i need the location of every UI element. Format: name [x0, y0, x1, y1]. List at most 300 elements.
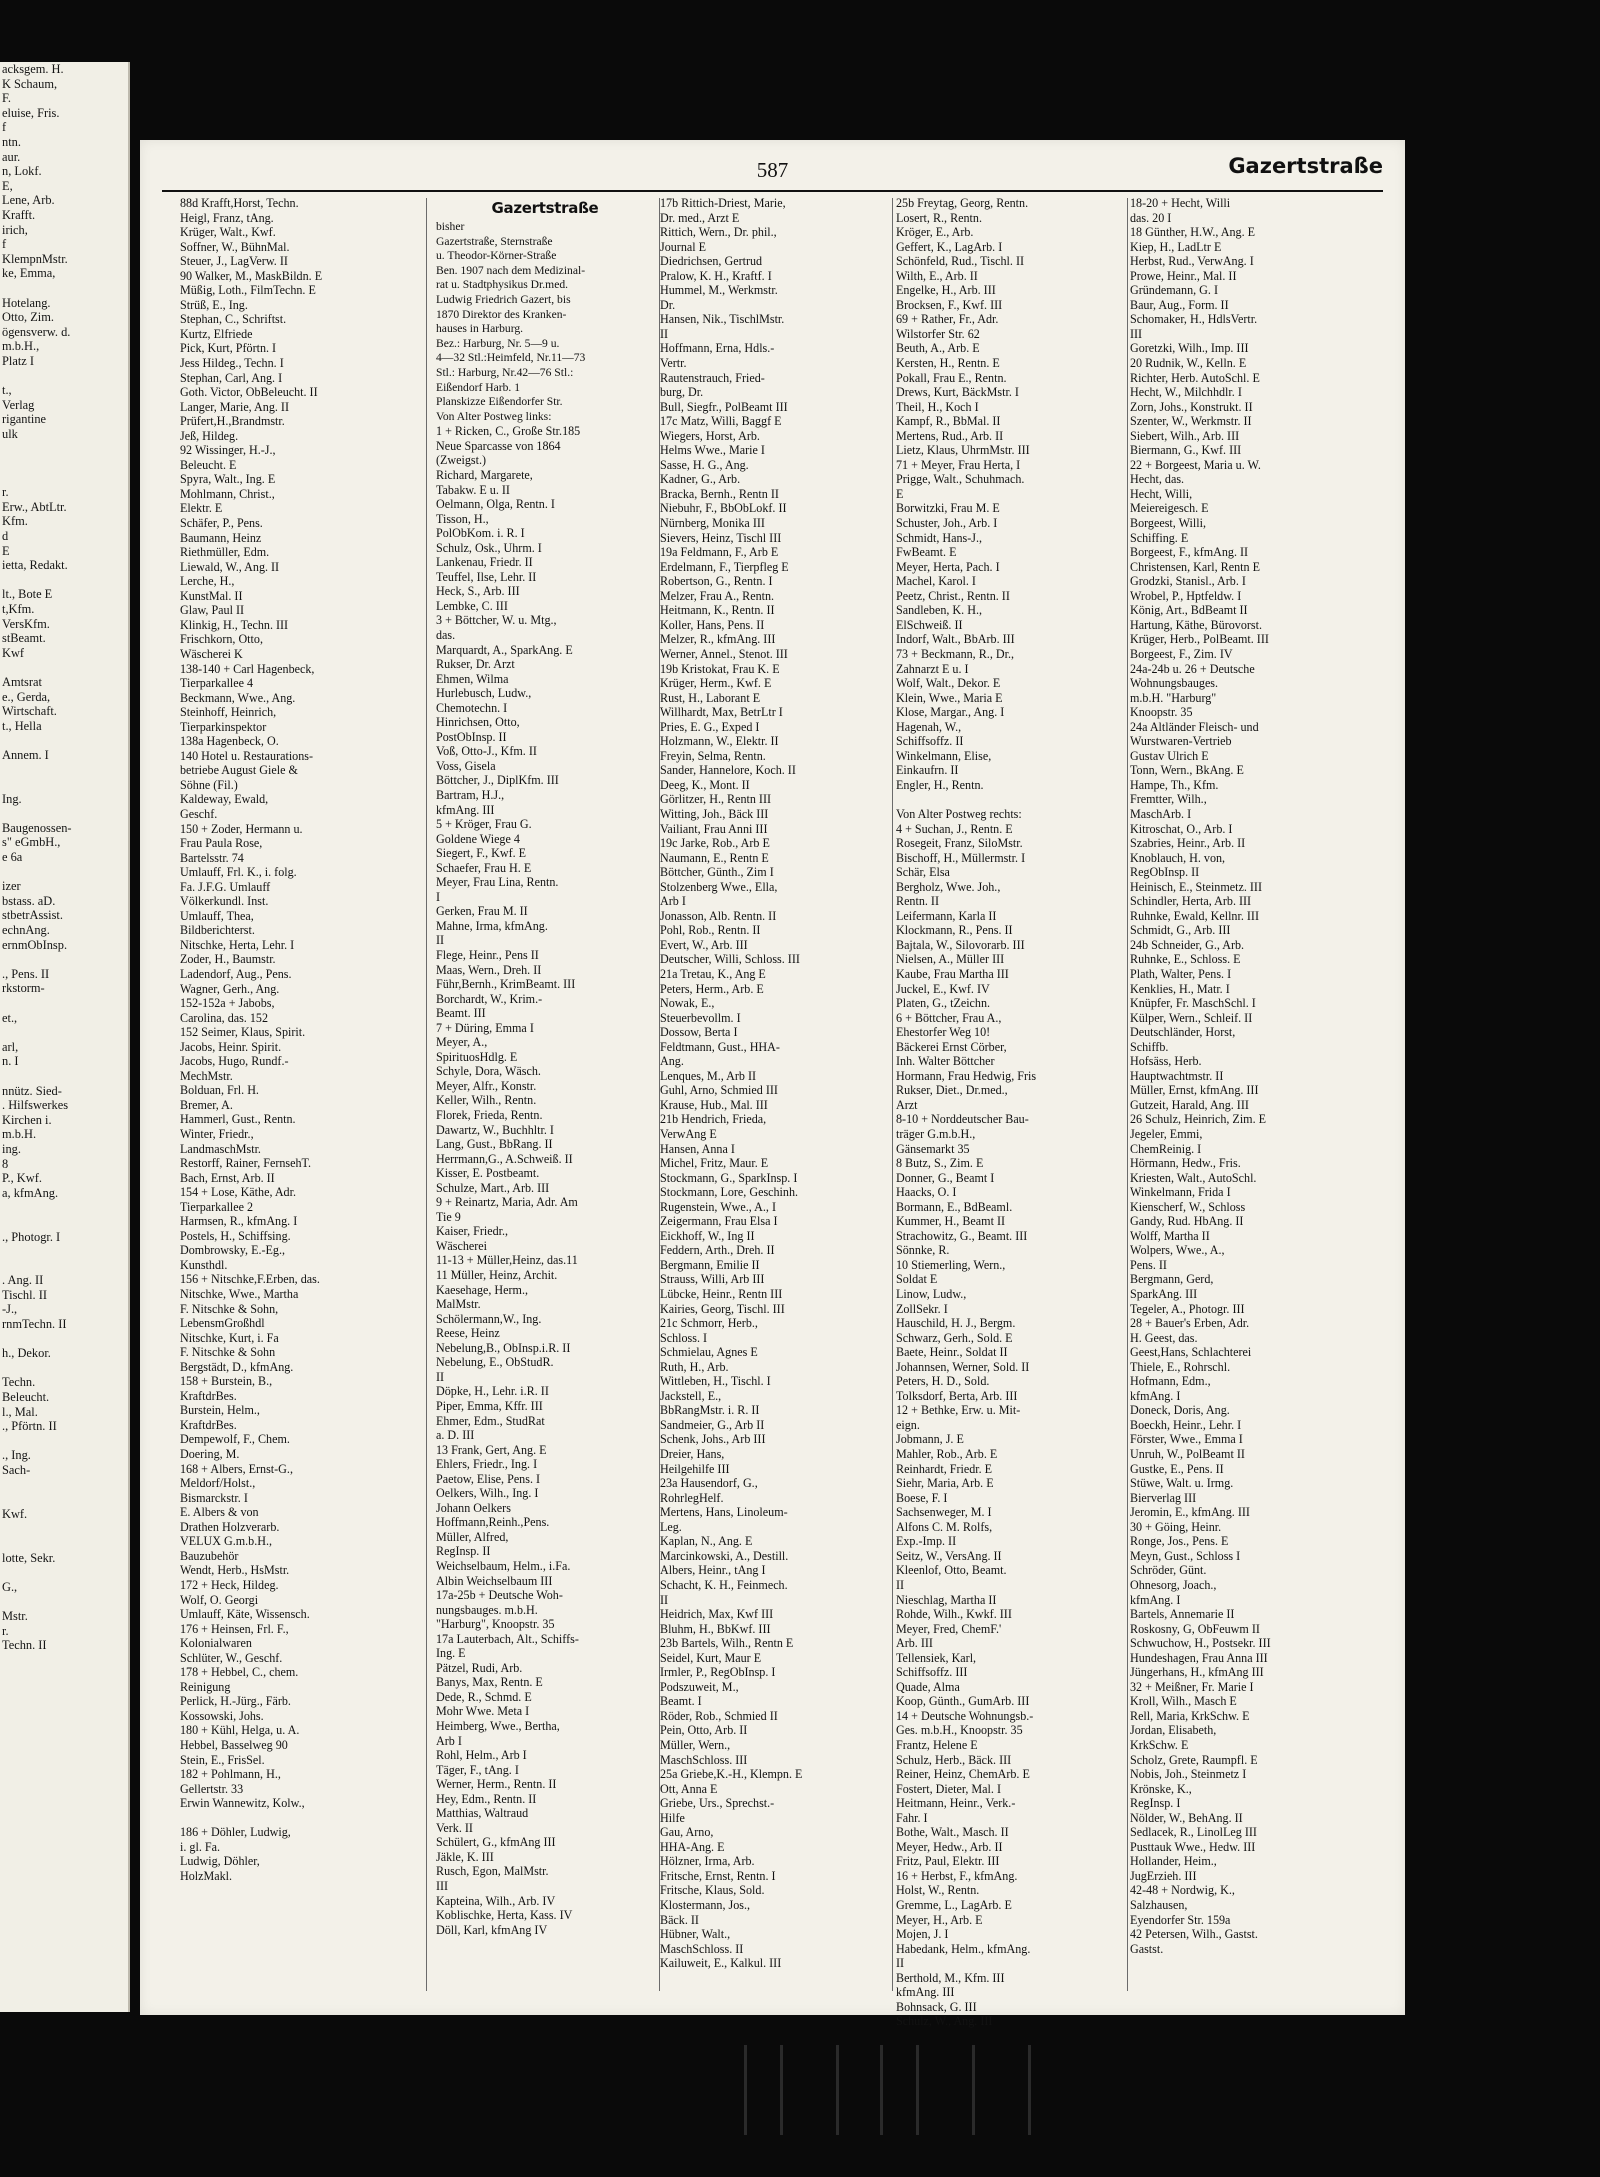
directory-entry: Mohr Wwe. Meta I [436, 1704, 530, 1719]
left-page-lines [0, 62, 128, 1653]
directory-entry: Lietz, Klaus, UhrmMstr. III [896, 443, 1030, 458]
directory-entry: Kailuweit, E., Kalkul. III [660, 1956, 782, 1971]
directory-entry: Ronge, Jos., Pens. E [1130, 1534, 1229, 1549]
directory-entry: 13 Frank, Gert, Ang. E [436, 1442, 547, 1457]
directory-entry: 30 + Göing, Heinr. [1130, 1519, 1222, 1534]
left-page-line: a, kfmAng. [2, 1185, 59, 1200]
directory-entry: Dombrowsky, E.-Eg., [180, 1243, 286, 1258]
directory-entry: Wendt, Herb., HsMstr. [180, 1563, 290, 1578]
left-page-line: Mstr. [2, 1608, 28, 1623]
directory-entry: Rentn. II [896, 894, 939, 909]
directory-entry: Sasse, H. G., Ang. [660, 457, 749, 472]
directory-entry: Steuerbevollm. I [660, 1010, 741, 1025]
directory-entry: König, Art., BdBeamt II [1130, 603, 1248, 618]
directory-entry: Gerken, Frau M. II [436, 904, 528, 919]
directory-entry: Hölzner, Irma, Arb. [660, 1854, 755, 1869]
left-page-line: lt., Bote E [2, 587, 53, 602]
directory-entry: Fa. J.F.G. Umlauff [180, 879, 271, 894]
directory-entry: KraftdrBes. [180, 1388, 237, 1403]
directory-entry: Lang, Gust., BbRang. II [436, 1137, 553, 1152]
left-page-line [0, 806, 128, 821]
directory-entry: Wolff, Martha II [1130, 1228, 1210, 1243]
directory-entry: Jüngerhans, H., kfmAng III [1130, 1665, 1264, 1680]
directory-entry: Roskosny, G, ObFeuwm II [1130, 1621, 1260, 1636]
directory-entry: Bremer, A. [180, 1097, 233, 1112]
directory-entry: Pusttauk Wwe., Hedw. III [1130, 1839, 1256, 1854]
left-page-line: echnAng. [2, 923, 50, 938]
intro-line: Von Alter Postweg links: [436, 409, 552, 423]
directory-entry: Meyer, Frau Lina, Rentn. [436, 875, 559, 890]
left-page-line: VersKfm. [2, 616, 50, 631]
directory-entry: Strauss, Willi, Arb III [660, 1272, 765, 1287]
directory-entry: 28 + Bauer's Erben, Adr. [1130, 1316, 1250, 1331]
directory-entry: Stockmann, G., SparkInsp. I [660, 1170, 798, 1185]
left-page-line: Kfm. [2, 514, 28, 529]
directory-entry: Goth. Victor, ObBeleucht. II [180, 385, 318, 400]
directory-entry: Klose, Margar., Ang. I [896, 705, 1005, 720]
directory-entry: Borwitzki, Frau M. E [896, 501, 1000, 516]
directory-entry: VerwAng E [660, 1127, 717, 1141]
directory-entry: PolObKom. i. R. I [436, 526, 525, 541]
directory-entry: Schuster, Joh., Arb. I [896, 516, 998, 531]
directory-entry: Erdelmann, F., Tierpfleg E [660, 559, 789, 574]
directory-entry: Umlauff, Frl. K., i. folg. [180, 865, 297, 880]
directory-entry: Chemotechn. I [436, 700, 508, 715]
directory-entry: Goldene Wiege 4 [436, 831, 520, 846]
directory-entry: Hecht, Willi, [1130, 486, 1193, 501]
directory-entry: Indorf, Walt., BbArb. III [896, 632, 1015, 647]
directory-entry: Umlauff, Thea, [180, 908, 254, 923]
directory-entry: Bothe, Walt., Masch. II [896, 1825, 1009, 1840]
directory-entry: ZollSekr. I [896, 1301, 948, 1316]
directory-entry: Kriesten, Walt., AutoSchl. [1130, 1170, 1257, 1185]
directory-entry: Schiffing. E [1130, 530, 1189, 545]
left-page-line [0, 1492, 128, 1507]
directory-entry: Werner, Annel., Stenot. III [660, 646, 788, 661]
left-page-line [0, 441, 128, 456]
left-page-line [0, 1069, 128, 1084]
directory-entry: Klein, Wwe., Maria E [896, 690, 1003, 705]
directory-entry: 17b Rittich-Driest, Marie, [660, 196, 786, 210]
directory-entry: Wolf, O. Georgi [180, 1592, 259, 1607]
directory-entry: Jeß, Hildeg. [180, 428, 239, 443]
directory-entry: Feldtmann, Gust., HHA- [660, 1039, 780, 1054]
directory-entry: Gustav Ulrich E [1130, 748, 1209, 763]
directory-entry: Hecht, W., Milchhdlr. I [1130, 385, 1242, 400]
directory-entry: 18 Günther, H.W., Ang. E [1130, 225, 1256, 240]
directory-entry: 42-48 + Nordwig, K., [1130, 1883, 1235, 1898]
left-page-line: Tischl. II [2, 1287, 47, 1302]
left-page-line [0, 1332, 128, 1347]
directory-entry: Heilgehilfe III [660, 1461, 730, 1476]
directory-entry: Jess Hildeg., Techn. I [180, 356, 284, 371]
left-page-line: t,Kfm. [2, 601, 35, 616]
directory-entry: Bergstädt, D., kfmAng. [180, 1359, 294, 1374]
intro-line: Stl.: Harburg, Nr.42—76 Stl.: [436, 365, 574, 379]
directory-entry: ElSchweiß. II [896, 617, 963, 632]
directory-entry: 69 + Rather, Fr., Adr. [896, 312, 999, 327]
directory-entry: Ang. [660, 1054, 684, 1069]
directory-entry: Peters, H. D., Sold. [896, 1374, 990, 1389]
directory-entry: Liewald, W., Ang. II [180, 559, 280, 574]
directory-entry: Hampe, Th., Kfm. [1130, 777, 1219, 792]
directory-entry: Mertens, Hans, Linoleum- [660, 1505, 788, 1520]
directory-entry: Schönfeld, Rud., Tischl. II [896, 254, 1024, 269]
column-1 [180, 196, 408, 2001]
directory-entry: Zorn, Johs., Konstrukt. II [1130, 399, 1253, 414]
directory-entry: Bull, Siegfr., PolBeamt III [660, 399, 788, 414]
directory-entry: Hinrichsen, Otto, [436, 715, 520, 730]
directory-entry: 19b Kristokat, Frau K. E [660, 661, 780, 676]
directory-entry: Schmielau, Agnes E [660, 1345, 758, 1360]
directory-entry: II [436, 933, 445, 948]
page-number: 587 [756, 158, 789, 182]
directory-entry: eign. [896, 1417, 920, 1432]
directory-entry: Rukser, Diet., Dr.med., [896, 1083, 1008, 1098]
directory-entry: Prigge, Walt., Schuhmach. [896, 472, 1025, 487]
directory-entry: Restorff, Rainer, FernsehT. [180, 1156, 312, 1171]
directory-entry: Sandmeier, G., Arb II [660, 1417, 765, 1432]
directory-entry: Klinkig, H., Techn. III [180, 617, 289, 632]
directory-entry: Bergmann, Emilie II [660, 1257, 760, 1272]
left-page-line: Techn. II [2, 1638, 47, 1653]
directory-entry: Söhne (Fil.) [180, 777, 238, 792]
directory-entry: Frantz, Helene E [896, 1737, 978, 1752]
directory-entry: Plath, Walter, Pens. I [1130, 966, 1232, 981]
header-rule [162, 190, 1383, 192]
directory-entry: Schlüter, W., Geschf. [180, 1650, 283, 1665]
directory-entry: Lenques, M., Arb II [660, 1068, 757, 1083]
directory-entry: RegInsp. II [436, 1544, 491, 1559]
directory-entry: 10 Stiemerling, Wern., [896, 1257, 1006, 1272]
directory-entry: Schwarz, Gerh., Sold. E [896, 1330, 1013, 1345]
directory-entry: Tolksdorf, Berta, Arb. III [896, 1388, 1018, 1403]
left-page-line: Verlag [2, 397, 35, 412]
left-page-line [0, 1200, 128, 1215]
directory-entry: Bach, Ernst, Arb. II [180, 1170, 275, 1185]
directory-entry: Pick, Kurt, Pförtn. I [180, 341, 277, 356]
directory-entry: Journal E [660, 239, 707, 254]
column-1-list [180, 196, 408, 1883]
directory-entry: Marcinkowski, A., Destill. [660, 1548, 789, 1563]
left-page-line: Kirchen i. [2, 1112, 52, 1127]
directory-entry: Tierparkallee 2 [180, 1199, 254, 1214]
directory-entry: Hauptwachtmstr. II [1130, 1068, 1224, 1083]
directory-entry: KunstMal. II [180, 588, 243, 603]
directory-entry: 152-152a + Jabobs, [180, 996, 275, 1011]
left-page-line: K Schaum, [2, 76, 58, 91]
directory-entry: Wilstorfer Str. 62 [896, 326, 980, 341]
directory-entry: Maas, Wern., Dreh. II [436, 962, 542, 977]
directory-entry: LandmaschMstr. [180, 1141, 261, 1156]
directory-entry: Hofmann, Edm., [1130, 1374, 1211, 1389]
directory-entry: 92 Wissinger, H.-J., [180, 443, 276, 458]
directory-entry: i. gl. Fa. [180, 1839, 220, 1854]
directory-entry: Griebe, Urs., Sprechst.- [660, 1796, 775, 1811]
left-page-line: r. [2, 1623, 9, 1638]
directory-entry: Pätzel, Rudi, Arb. [436, 1660, 523, 1675]
left-page-line: ietta, Redakt. [2, 558, 68, 573]
directory-entry: 3 + Böttcher, W. u. Mtg., [436, 613, 557, 628]
directory-entry: Rohl, Helm., Arb I [436, 1748, 527, 1763]
left-page-line: stbetrAssist. [2, 908, 63, 923]
directory-entry: Matthias, Waltraud [436, 1806, 529, 1821]
directory-entry: m.b.H. "Harburg" [1130, 690, 1217, 705]
directory-entry: Gremme, L., LagArb. E [896, 1897, 1012, 1912]
left-page-line [0, 865, 128, 880]
directory-entry: Stockmann, Lore, Geschinh. [660, 1185, 799, 1200]
directory-entry: Hauschild, H. J., Bergm. [896, 1316, 1016, 1331]
directory-entry: kfmAng. III [896, 1985, 955, 2000]
directory-entry: Bäck. II [660, 1912, 699, 1927]
directory-entry: Dede, R., Schmd. E [436, 1689, 532, 1704]
directory-entry: Drews, Kurt, BäckMstr. I [896, 385, 1019, 400]
left-page-line: e., Gerda, [2, 689, 51, 704]
directory-entry: Kaiser, Friedr., [436, 1224, 509, 1239]
directory-entry: Mohlmann, Christ., [180, 486, 275, 501]
left-page-line: KlempnMstr. [2, 251, 68, 266]
directory-entry: Scholz, Grete, Raumpfl. E [1130, 1752, 1258, 1767]
left-page-line: . Hilfswerkes [2, 1098, 69, 1113]
directory-entry: das. 20 I [1130, 210, 1172, 225]
directory-entry: Stephan, C., Schriftst. [180, 312, 287, 327]
directory-entry: Hormann, Frau Hedwig, Fris [896, 1068, 1037, 1083]
directory-entry: Borgeest, F., Zim. IV [1130, 646, 1233, 661]
directory-entry: Florek, Frieda, Rentn. [436, 1108, 543, 1123]
left-page-line: Amtsrat [2, 674, 42, 689]
directory-entry: 8 Butz, S., Zim. E [896, 1156, 984, 1171]
directory-entry: Hagenah, W., [896, 719, 962, 734]
directory-entry: Paetow, Elise, Pens. I [436, 1471, 541, 1486]
left-page-line [0, 471, 128, 486]
directory-entry: Hoffmann, Erna, Hdls.- [660, 341, 775, 356]
left-page-line [0, 1478, 128, 1493]
directory-entry: Hundeshagen, Frau Anna III [1130, 1650, 1268, 1665]
directory-entry: Exp.-Imp. II [896, 1534, 957, 1549]
directory-entry: Platen, G., tZeichn. [896, 996, 991, 1011]
directory-entry: Ges. m.b.H., Knoopstr. 35 [896, 1723, 1023, 1738]
directory-entry: Hansen, Anna I [660, 1141, 735, 1156]
directory-entry: Meyer, Herta, Pach. I [896, 559, 1000, 574]
directory-entry: FwBeamt. E [896, 545, 957, 560]
directory-entry: Meyn, Gust., Schloss I [1130, 1548, 1241, 1563]
directory-entry: Holst, W., Rentn. [896, 1883, 980, 1898]
directory-entry: Stüwe, Walt. u. Irmg. [1130, 1476, 1234, 1491]
directory-entry: Heinisch, E., Steinmetz. III [1130, 879, 1262, 894]
left-page-line: t., Hella [2, 718, 42, 733]
left-page-line [0, 952, 128, 967]
directory-entry: Rukser, Dr. Arzt [436, 657, 515, 672]
directory-entry: 26 Schulz, Heinrich, Zim. E [1130, 1112, 1267, 1127]
directory-entry: 32 + Meißner, Fr. Marie I [1130, 1679, 1254, 1694]
directory-entry: Geest,Hans, Schlachterei [1130, 1345, 1252, 1360]
directory-entry: Bergholz, Wwe. Joh., [896, 879, 1001, 894]
directory-entry: Deutschländer, Horst, [1130, 1025, 1236, 1040]
intro-line: 4—32 Stl.:Heimfeld, Nr.11—73 [436, 351, 586, 365]
directory-entry: Doneck, Doris, Ang. [1130, 1403, 1230, 1418]
directory-entry: 73 + Beckmann, R., Dr., [896, 646, 1015, 661]
directory-entry: II [436, 1369, 445, 1384]
left-page-line [0, 660, 128, 675]
directory-entry: Boeckh, Heinr., Lehr. I [1130, 1417, 1242, 1432]
directory-entry: Tonn, Wern., BkAng. E [1130, 763, 1244, 778]
left-page-line [0, 1434, 128, 1449]
directory-entry: III [436, 1879, 449, 1893]
directory-entry: Berthold, M., Kfm. III [896, 1970, 1005, 1985]
directory-entry: Albers, Heinr., tAng I [660, 1563, 766, 1578]
directory-entry: HolzMakl. [180, 1868, 233, 1883]
left-page-line: nnütz. Sied- [2, 1083, 62, 1098]
directory-entry: Beleucht. E [180, 457, 237, 472]
directory-entry: Oelmann, Olga, Rentn. I [436, 497, 555, 512]
directory-entry: Unruh, W., PolBeamt II [1130, 1447, 1245, 1462]
left-page-fragment [0, 62, 130, 2012]
directory-entry: 17c Matz, Willi, Baggf E [660, 414, 782, 429]
directory-entry: Hummel, M., Werkmstr. [660, 283, 778, 298]
left-page-line: h., Dekor. [2, 1346, 51, 1361]
directory-entry: Juckel, E., Kwf. IV [896, 981, 990, 996]
directory-entry: Zahnarzt E u. I [896, 661, 969, 676]
directory-entry: Nebelung,B., ObInsp.i.R. II [436, 1340, 571, 1355]
left-page-line: n. I [2, 1054, 19, 1069]
directory-entry: Ruhnke, Ewald, Kellnr. III [1130, 908, 1259, 923]
column-2 [436, 196, 654, 2001]
directory-entry: Schiffsoffz. II [896, 734, 964, 749]
directory-entry: Reinigung [180, 1679, 231, 1694]
intro-line: 1870 Direktor des Kranken- [436, 307, 567, 321]
directory-entry: Gänsemarkt 35 [896, 1141, 970, 1156]
directory-entry: Michel, Fritz, Maur. E [660, 1156, 769, 1171]
directory-entry: Arb. III [896, 1636, 933, 1651]
intro-line: u. Theodor-Körner-Straße [436, 249, 557, 263]
directory-entry: 12 + Bethke, Erw. u. Mit- [896, 1403, 1021, 1418]
directory-entry: Kaube, Frau Martha III [896, 966, 1009, 981]
directory-entry: Klostermann, Jos., [660, 1897, 751, 1912]
directory-entry: Perlick, H.-Jürg., Färb. [180, 1694, 291, 1709]
directory-entry: Külper, Wern., Schleif. II [1130, 1010, 1253, 1025]
directory-entry: Niebuhr, F., BbObLokf. II [660, 501, 787, 516]
left-page-line: et., [2, 1010, 18, 1025]
directory-entry: Peters, Herm., Arb. E [660, 981, 764, 996]
directory-entry: Gutzeit, Harald, Ang. III [1130, 1097, 1249, 1112]
directory-entry: Prowe, Heinr., Mal. II [1130, 268, 1237, 283]
directory-entry: 152 Seimer, Klaus, Spirit. [180, 1025, 306, 1040]
directory-entry: Kienscherf, W., Schloss [1130, 1199, 1246, 1214]
directory-entry: Glaw, Paul II [180, 603, 245, 618]
directory-entry: Schär, Elsa [896, 865, 950, 880]
directory-entry: Carolina, das. 152 [180, 1010, 268, 1025]
directory-entry: II [660, 326, 669, 341]
directory-entry: Heitmann, K., Rentn. II [660, 603, 775, 618]
intro-line: Gazertstraße, Sternstraße [436, 234, 553, 248]
directory-entry: 19a Feldmann, F., Arb E [660, 545, 779, 560]
directory-entry: Baete, Heinr., Soldat II [896, 1345, 1008, 1360]
directory-entry: Lübcke, Heinr., Rentn III [660, 1287, 783, 1302]
directory-entry: Pokall, Frau E., Rentn. [896, 370, 1007, 385]
directory-entry: Meiereigesch. E [1130, 501, 1209, 516]
directory-entry: Bormann, E., BdBeaml. [896, 1199, 1013, 1214]
directory-entry: Banys, Max, Rentn. E [436, 1675, 543, 1690]
directory-entry: Hofsäss, Herb. [1130, 1054, 1202, 1069]
directory-entry: Gandy, Rud. HbAng. II [1130, 1214, 1244, 1229]
directory-entry: ChemReinig. I [1130, 1141, 1202, 1156]
directory-entry: Wrobel, P., Hptfeldw. I [1130, 588, 1242, 603]
directory-entry: Beamt. III [436, 1006, 486, 1021]
left-page-line: G., [2, 1579, 18, 1594]
directory-entry: Borchardt, W., Krim.- [436, 991, 543, 1006]
directory-entry: Borgeest, F., kfmAng. II [1130, 545, 1249, 560]
directory-entry: Bismarckstr. I [180, 1490, 248, 1505]
directory-entry: Schölermann,W., Ing. [436, 1311, 542, 1326]
left-page-line: Kwf. [2, 1506, 28, 1521]
directory-entry: Biermann, G., Kwf. III [1130, 443, 1242, 458]
directory-entry: Bolduan, Frl. H. [180, 1083, 259, 1098]
directory-entry: Mahne, Irma, kfmAng. [436, 918, 548, 933]
directory-entry: Kapteina, Wilh., Arb. IV [436, 1893, 556, 1908]
left-page-line: ., Pens. II [2, 966, 50, 981]
directory-entry: E [896, 486, 904, 501]
directory-entry: Heigl, Franz, tAng. [180, 210, 274, 225]
directory-entry: Tisson, H., [436, 511, 489, 526]
directory-entry: Theil, H., Koch I [896, 399, 979, 414]
directory-entry: Koblischke, Herta, Kass. IV [436, 1908, 573, 1923]
directory-entry: Jacobs, Hugo, Rundf.- [180, 1054, 289, 1069]
left-page-line [0, 573, 128, 588]
directory-entry: Hurlebusch, Ludw., [436, 686, 532, 701]
left-page-line [0, 1361, 128, 1376]
directory-entry: Neue Sparcasse von 1864 [436, 438, 561, 453]
directory-entry: Oelkers, Wilh., Ing. I [436, 1486, 539, 1501]
directory-entry: Heidrich, Max, Kwf III [660, 1607, 774, 1622]
directory-entry: Kröger, E., Arb. [896, 225, 974, 240]
directory-entry: Frau Paula Rose, [180, 836, 263, 851]
left-page-line [0, 1536, 128, 1551]
directory-entry: Machel, Karol. I [896, 574, 976, 589]
directory-entry: Kiep, H., LadLtr E [1130, 239, 1222, 254]
column-divider [426, 198, 427, 1991]
left-page-line: lotte, Sekr. [2, 1550, 56, 1565]
directory-entry: Bartram, H.J., [436, 787, 505, 802]
directory-entry: Schacht, K. H., Feinmech. [660, 1577, 788, 1592]
left-page-line: E, [2, 178, 13, 193]
left-page-line: m.b.H. [2, 1127, 37, 1142]
directory-entry: Flege, Heinr., Pens II [436, 948, 539, 962]
directory-entry: Müller, Alfred, [436, 1529, 509, 1544]
directory-entry: Rohde, Wilh., Kwkf. III [896, 1607, 1012, 1622]
directory-entry: Bildberichterst. [180, 923, 255, 938]
directory-entry: Verk. II [436, 1820, 473, 1835]
directory-entry: 90 Walker, M., MaskBildn. E [180, 268, 323, 283]
directory-entry: Kurtz, Elfriede [180, 326, 253, 341]
directory-entry: Engelke, H., Arb. III [896, 283, 996, 298]
directory-entry: Wäscherei K [180, 646, 243, 661]
left-page-line: irich, [2, 222, 28, 237]
directory-entry: 154 + Lose, Käthe, Adr. [180, 1185, 296, 1200]
directory-entry: II [660, 1592, 669, 1607]
directory-entry: Arzt [896, 1097, 918, 1112]
directory-entry: Krüger, Herb., PolBeamt. III [1130, 632, 1269, 647]
directory-entry: Bluhm, H., BbKwf. III [660, 1621, 771, 1636]
directory-entry: Stein, E., FrisSel. [180, 1752, 265, 1767]
directory-entry: Vailiant, Frau Anni III [660, 821, 768, 836]
directory-entry: Sedlacek, R., LinolLeg III [1130, 1825, 1257, 1840]
directory-entry: Siehr, Maria, Arb. E [896, 1476, 994, 1491]
directory-entry: Bracka, Bernh., Rentn II [660, 486, 779, 501]
directory-entry: Schiffb. [1130, 1039, 1169, 1054]
directory-entry: Steuer, J., LagVerw. II [180, 254, 288, 269]
directory-entry: Schiffsoffz. III [896, 1665, 968, 1680]
directory-entry: Szenter, W., Werkmstr. II [1130, 414, 1252, 429]
